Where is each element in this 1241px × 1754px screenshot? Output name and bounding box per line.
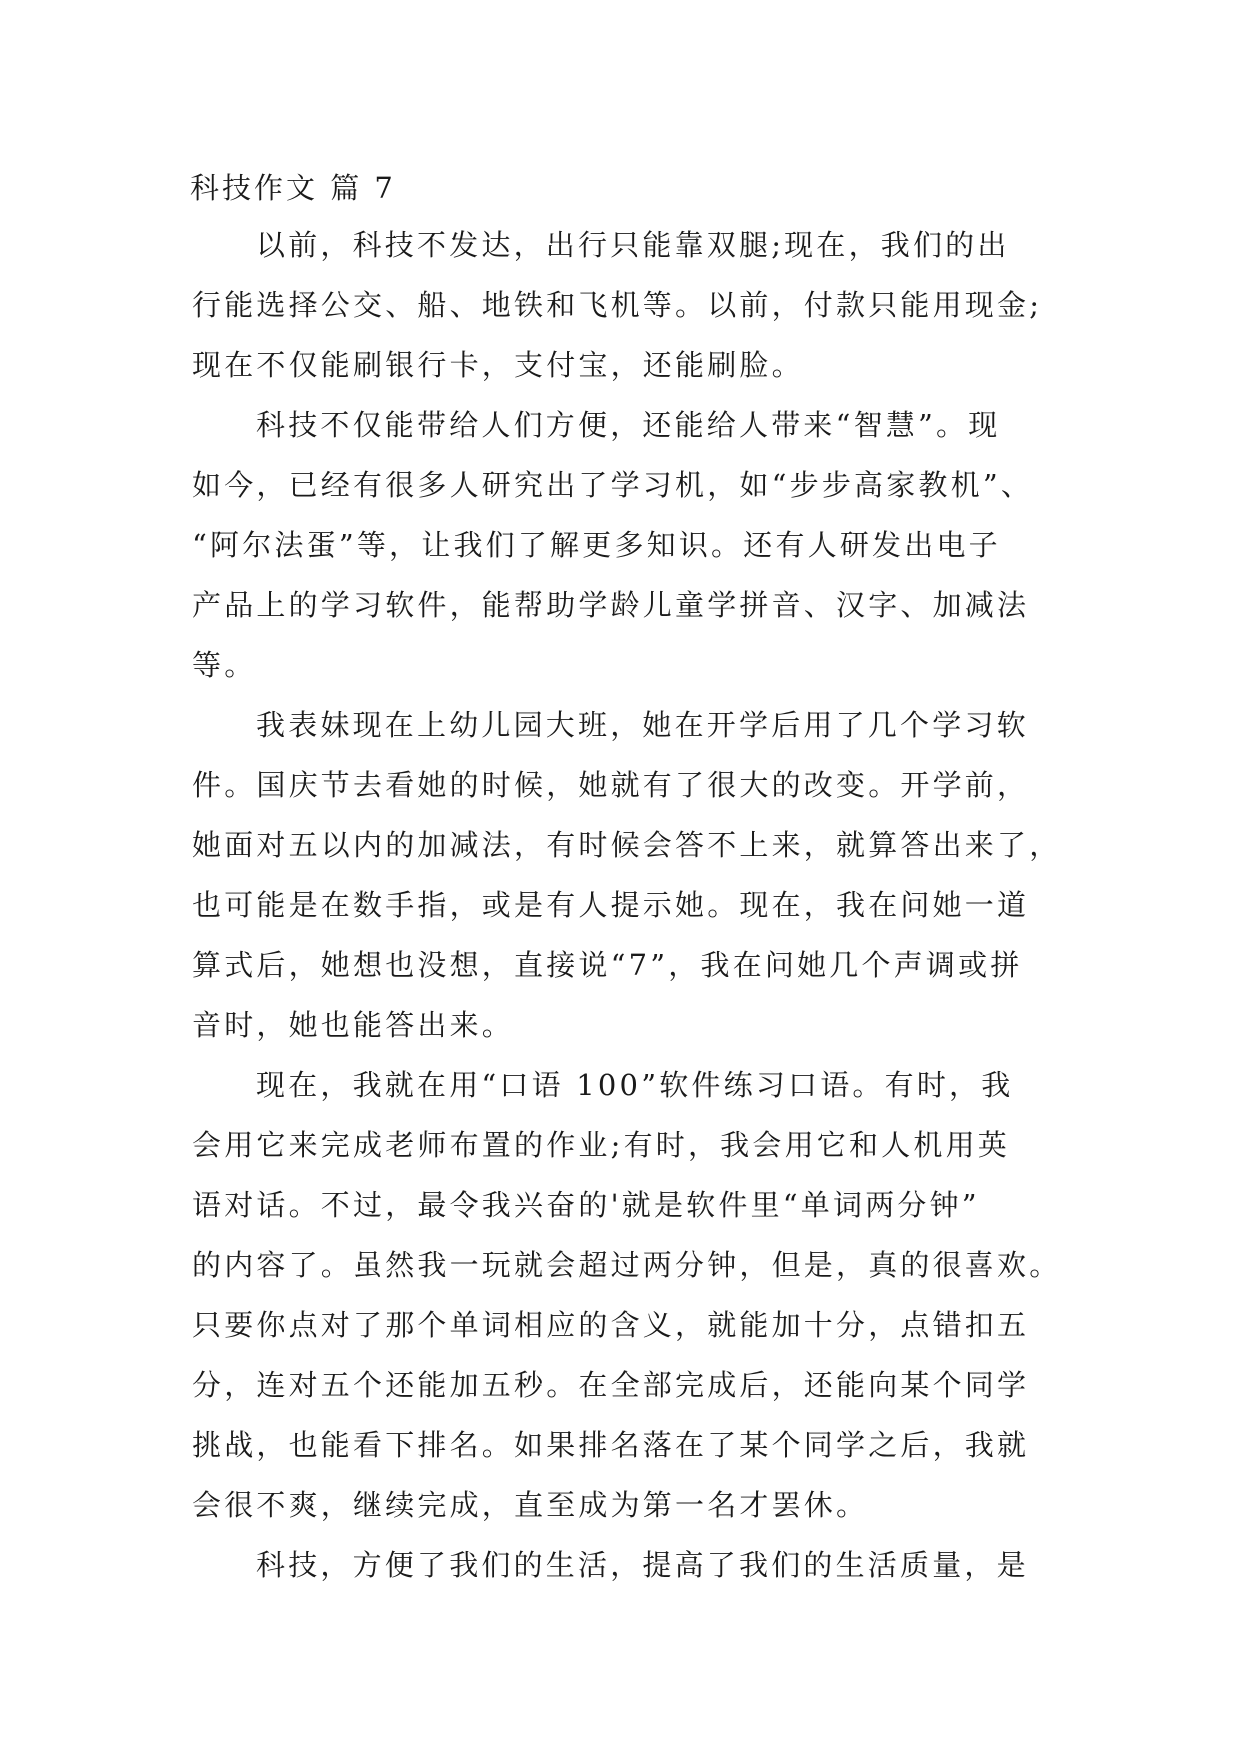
text-line-18: 的内容了。虽然我一玩就会超过两分钟，但是，真的很喜欢。 — [192, 1248, 1062, 1282]
text-line-22: 会很不爽，继续完成，直至成为第一名才罢休。 — [192, 1488, 869, 1522]
document-title: 科技作文 篇 7 — [190, 171, 396, 205]
text-line-17: 语对话。不过，最令我兴奋的'就是软件里“单词两分钟” — [192, 1188, 980, 1222]
text-line-19: 只要你点对了那个单词相应的含义，就能加十分，点错扣五 — [192, 1308, 1030, 1342]
text-line-23: 科技，方便了我们的生活，提高了我们的生活质量，是 — [256, 1548, 1029, 1582]
text-line-7: 产品上的学习软件，能帮助学龄儿童学拼音、汉字、加减法 — [192, 588, 1030, 622]
text-line-9: 我表妹现在上幼儿园大班，她在开学后用了几个学习软 — [256, 708, 1029, 742]
text-line-10: 件。国庆节去看她的时候，她就有了很大的改变。开学前， — [192, 768, 1030, 802]
text-line-12: 也可能是在数手指，或是有人提示她。现在，我在问她一道 — [192, 888, 1030, 922]
text-line-5: 如今，已经有很多人研究出了学习机，如“步步高家教机”、 — [192, 468, 1034, 502]
text-line-2: 行能选择公交、船、地铁和飞机等。以前，付款只能用现金; — [192, 288, 1043, 322]
text-line-14: 音时，她也能答出来。 — [192, 1008, 515, 1042]
text-line-15: 现在，我就在用“口语 100”软件练习口语。有时，我 — [256, 1068, 1014, 1102]
text-line-16: 会用它来完成老师布置的作业;有时，我会用它和人机用英 — [192, 1128, 1010, 1162]
text-line-11: 她面对五以内的加减法，有时候会答不上来，就算答出来了， — [192, 828, 1062, 862]
text-line-4: 科技不仅能带给人们方便，还能给人带来“智慧”。现 — [256, 408, 1001, 442]
text-line-13: 算式后，她想也没想，直接说“7”，我在问她几个声调或拼 — [192, 948, 1023, 982]
document-body — [192, 215, 1062, 1595]
text-line-20: 分，连对五个还能加五秒。在全部完成后，还能向某个同学 — [192, 1368, 1030, 1402]
text-line-1: 以前，科技不发达，出行只能靠双腿;现在，我们的出 — [256, 228, 1010, 262]
text-line-8: 等。 — [192, 648, 257, 682]
text-line-6: “阿尔法蛋”等，让我们了解更多知识。还有人研发出电子 — [192, 528, 1001, 562]
text-line-21: 挑战，也能看下排名。如果排名落在了某个同学之后，我就 — [192, 1428, 1030, 1462]
text-line-3: 现在不仅能刷银行卡，支付宝，还能刷脸。 — [192, 348, 804, 382]
